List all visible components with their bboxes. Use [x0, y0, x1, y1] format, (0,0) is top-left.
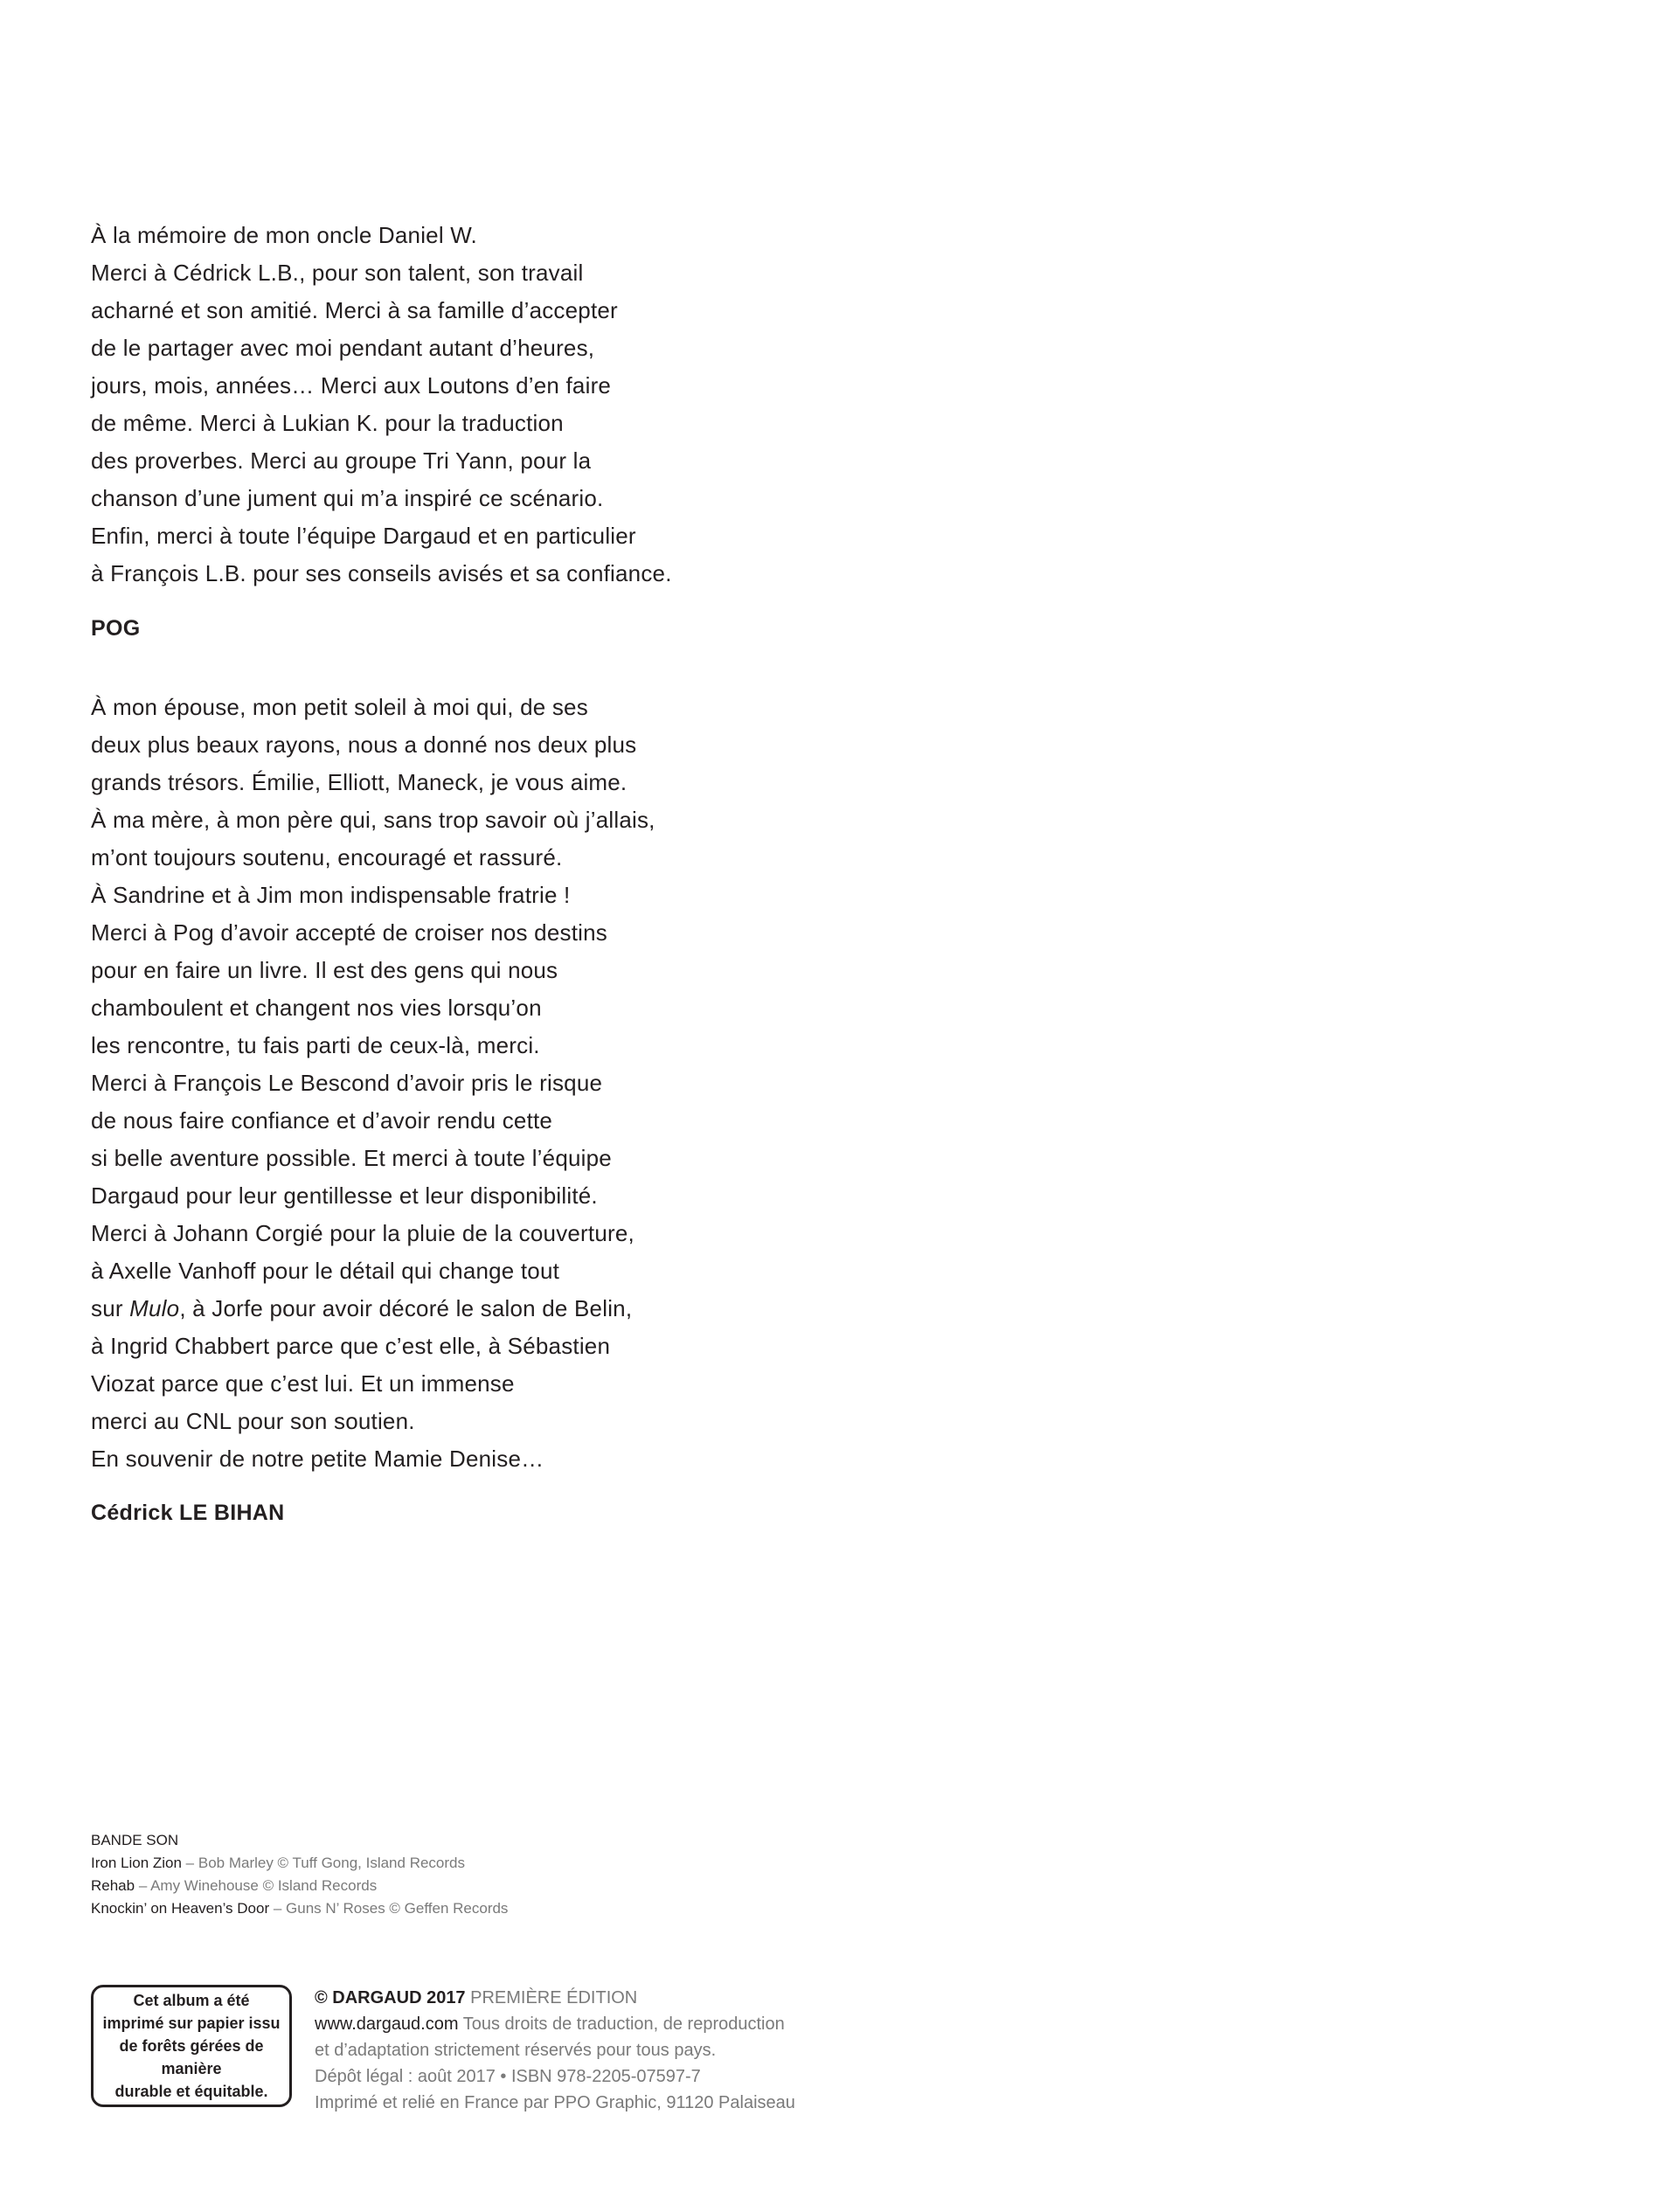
- dedication-cedrick: [91, 689, 655, 1478]
- legal-copyright-line: [315, 1985, 795, 2011]
- dedication-line: pour en faire un livre. Il est des gens qui nous: [91, 957, 558, 983]
- dedication-line: à Ingrid Chabbert parce que c’est elle, à Sébastien: [91, 1333, 611, 1359]
- eco-notice-line: manière: [161, 2060, 222, 2077]
- soundtrack-heading: BANDE SON: [91, 1832, 179, 1848]
- soundtrack-track: [91, 1875, 508, 1897]
- dedication-line: sur Mulo, à Jorfe pour avoir décoré le salon de Belin,: [91, 1295, 633, 1321]
- eco-notice-text: [102, 1989, 280, 2103]
- dedication-line: grands trésors. Émilie, Elliott, Maneck, je vous aime.: [91, 769, 628, 795]
- soundtrack-track: [91, 1852, 508, 1875]
- legal-printer: Imprimé et relié en France par PPO Graphic, 91120 Palaiseau: [315, 2093, 795, 2112]
- eco-notice-line: Cet album a été: [133, 1992, 250, 2009]
- track-title: Iron Lion Zion: [91, 1855, 182, 1871]
- dedication-line: Dargaud pour leur gentillesse et leur disponibilité.: [91, 1182, 598, 1209]
- track-credit: – Guns N’ Roses © Geffen Records: [269, 1900, 509, 1917]
- rights: Tous droits de traduction, de reproduction: [458, 2014, 785, 2034]
- dedication-line: Merci à François Le Bescond d’avoir pris le risque: [91, 1070, 603, 1096]
- dedication-line: chanson d’une jument qui m’a inspiré ce scénario.: [91, 485, 604, 511]
- dedication-line: si belle aventure possible. Et merci à toute l’équipe: [91, 1145, 612, 1171]
- signature-cedrick: Cédrick LE BIHAN: [91, 1501, 285, 1525]
- dedication-line: de même. Merci à Lukian K. pour la traduction: [91, 410, 564, 436]
- track-title: Rehab: [91, 1877, 135, 1894]
- dedication-line: à François L.B. pour ses conseils avisés et sa confiance.: [91, 560, 672, 586]
- dedication-line: de le partager avec moi pendant autant d’heures,: [91, 335, 595, 361]
- dedication-line: En souvenir de notre petite Mamie Denise…: [91, 1446, 544, 1472]
- legal-deposit: Dépôt légal : août 2017 • ISBN 978-2205-07597-7: [315, 2067, 701, 2086]
- eco-notice-line: durable et équitable.: [114, 2083, 268, 2100]
- dedication-line: chamboulent et changent nos vies lorsqu’on: [91, 995, 542, 1021]
- website-link: www.dargaud.com: [315, 2014, 459, 2034]
- dedication-line: acharné et son amitié. Merci à sa famille d’accepter: [91, 297, 618, 323]
- dedication-line: À Sandrine et à Jim mon indispensable fratrie !: [91, 882, 571, 908]
- dedication-pog: [91, 217, 672, 593]
- dedication-line: Viozat parce que c’est lui. Et un immense: [91, 1370, 515, 1397]
- legal-rights-line: [315, 2011, 795, 2037]
- track-credit: – Amy Winehouse © Island Records: [135, 1877, 378, 1894]
- soundtrack: [91, 1829, 508, 1920]
- signature-pog: POG: [91, 616, 141, 641]
- dedication-line: Enfin, merci à toute l’équipe Dargaud et en particulier: [91, 523, 636, 549]
- dedication-line: À la mémoire de mon oncle Daniel W.: [91, 222, 477, 248]
- legal-rights-line-2: et d’adaptation strictement réservés pour tous pays.: [315, 2041, 717, 2060]
- copyright: © DARGAUD 2017: [315, 1988, 466, 2007]
- eco-notice-line: imprimé sur papier issu: [102, 2014, 281, 2032]
- dedication-line: merci au CNL pour son soutien.: [91, 1408, 415, 1434]
- soundtrack-track: [91, 1897, 508, 1920]
- dedication-line: m’ont toujours soutenu, encouragé et rassuré.: [91, 844, 563, 870]
- track-title: Knockin’ on Heaven’s Door: [91, 1900, 270, 1917]
- dedication-line: Merci à Cédrick L.B., pour son talent, son travail: [91, 260, 584, 286]
- dedication-line: deux plus beaux rayons, nous a donné nos deux plus: [91, 732, 637, 758]
- dedication-line: de nous faire confiance et d’avoir rendu cette: [91, 1107, 553, 1134]
- dedication-line: À ma mère, à mon père qui, sans trop savoir où j’allais,: [91, 807, 655, 833]
- dedication-line: Merci à Pog d’avoir accepté de croiser nos destins: [91, 919, 607, 946]
- dedication-line: des proverbes. Merci au groupe Tri Yann, pour la: [91, 447, 592, 474]
- dedication-line: jours, mois, années… Merci aux Loutons d’en faire: [91, 372, 612, 399]
- dedication-line: les rencontre, tu fais parti de ceux-là, merci.: [91, 1032, 540, 1058]
- edition: PREMIÈRE ÉDITION: [465, 1988, 638, 2007]
- track-credit: – Bob Marley © Tuff Gong, Island Records: [181, 1855, 465, 1871]
- legal-info: [315, 1985, 795, 2116]
- dedication-line: à Axelle Vanhoff pour le détail qui change tout: [91, 1258, 560, 1284]
- eco-notice-line: de forêts gérées de: [119, 2037, 264, 2055]
- eco-notice-box: [91, 1985, 292, 2107]
- dedication-line: À mon épouse, mon petit soleil à moi qui, de ses: [91, 694, 588, 720]
- dedication-line: Merci à Johann Corgié pour la pluie de la couverture,: [91, 1220, 634, 1246]
